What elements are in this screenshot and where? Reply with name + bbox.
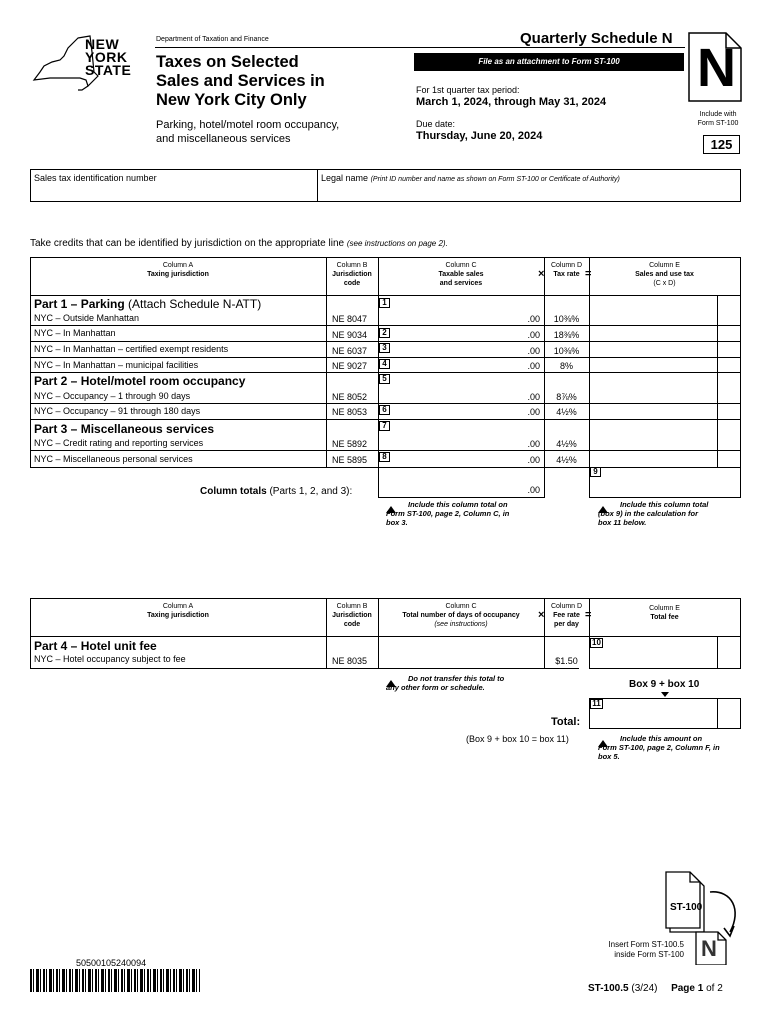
t1-col-c-title2: and services [439, 280, 483, 287]
row-amount[interactable]: .00 [527, 361, 540, 371]
t2-times-sign: × [538, 609, 545, 621]
row-code: NE 8053 [332, 407, 368, 417]
part3-heading: Part 3 – Miscellaneous services [34, 422, 215, 436]
file-attachment-banner [414, 53, 684, 71]
instructions-note: (see instructions on page 2). [346, 239, 448, 248]
t1-col-b-title: Jurisdiction [332, 271, 372, 278]
box11-number: 11 [590, 699, 603, 709]
row-name: NYC – In Manhattan [34, 328, 116, 338]
row-code: NE 9027 [332, 361, 368, 371]
legal-name-input[interactable] [321, 185, 736, 199]
insert-note-1: Insert Form ST-100.5 [608, 940, 684, 949]
part4-heading: Part 4 – Hotel unit fee [34, 639, 157, 653]
t1-col-a-title: Taxing jurisdiction [147, 271, 209, 278]
row-name: NYC – Miscellaneous personal services [34, 454, 193, 464]
row-box-number: 3 [379, 343, 390, 353]
t2-note-c-1: Do not transfer this total to [408, 674, 505, 683]
t1-col-b-title2: code [343, 280, 361, 287]
t2-col-b-title: Jurisdiction [332, 612, 372, 619]
state-line2: YORK [85, 49, 128, 65]
row-code: NE 5892 [332, 439, 368, 449]
schedule-n-badge [688, 32, 742, 102]
state-line1: NEW [85, 36, 120, 52]
row-name: NYC – In Manhattan – certified exempt residents [34, 344, 229, 354]
row-rate: 4½% [556, 439, 577, 449]
row-tax-input[interactable] [592, 436, 714, 449]
part2-heading: Part 2 – Hotel/motel room occupancy [34, 374, 246, 388]
note-c-3: box 3. [386, 518, 408, 527]
row-amount[interactable]: .00 [527, 407, 540, 417]
total-fee-input[interactable] [592, 652, 714, 666]
row-name: NYC – Outside Manhattan [34, 313, 140, 323]
legal-name-note: (Print ID number and name as shown on Form ST-100 or Certificate of Authority) [370, 176, 620, 183]
t2-col-c-label: Column C [445, 603, 477, 610]
t1-equals-sign: = [585, 268, 592, 280]
t2-col-b-title2: code [343, 621, 361, 628]
t2-equals-sign: = [585, 609, 592, 621]
days-occupancy-input[interactable] [382, 652, 540, 666]
t2-col-b-label: Column B [336, 603, 368, 610]
part1-note: (Attach Schedule N-ATT) [124, 297, 262, 311]
include-with-1: Include with [699, 111, 737, 118]
row-code: NE 8047 [332, 314, 368, 324]
row-tax-input[interactable] [592, 343, 714, 356]
total-e-box[interactable] [589, 467, 741, 498]
sales-tax-id-label: Sales tax identification number [34, 173, 157, 183]
period-value: March 1, 2024, through May 31, 2024 [416, 96, 607, 108]
row-code: NE 8052 [332, 392, 368, 402]
box9-number: 9 [590, 467, 601, 477]
n-icon-letter: N [701, 936, 717, 961]
row-box-number: 2 [379, 328, 390, 338]
row-code: NE 9034 [332, 330, 368, 340]
row-rate: 10⅜% [553, 314, 580, 324]
schedule-letter: N [697, 38, 736, 98]
form-title-2: Sales and Services in [156, 72, 325, 90]
schedule-title: Quarterly Schedule N [520, 30, 673, 47]
state-line3: STATE [85, 62, 132, 78]
row-rate: 4½% [556, 455, 577, 465]
row-box-number: 5 [379, 374, 390, 384]
form-code-box [703, 135, 740, 154]
due-date-value: Thursday, June 20, 2024 [416, 130, 543, 142]
row-amount[interactable]: .00 [527, 439, 540, 449]
row-amount[interactable]: .00 [527, 330, 540, 340]
page-label: Page 1 [671, 983, 704, 994]
totals-amount: .00 [527, 485, 540, 495]
st100-icon-label: ST-100 [670, 902, 703, 913]
page-total: of 2 [703, 983, 723, 994]
due-date-label: Due date: [416, 119, 456, 129]
t2-col-e-title: Total fee [650, 614, 679, 621]
subtitle-1: Parking, hotel/motel room occupancy, [156, 119, 340, 131]
t1-col-b-label: Column B [336, 262, 368, 269]
t2-col-a-label: Column A [162, 603, 194, 610]
row-box-number: 6 [379, 405, 390, 415]
subtitle-2: and miscellaneous services [156, 133, 291, 145]
form-revision: (3/24) [628, 983, 658, 994]
t2-col-c-title: Total number of days of occupancy [402, 612, 520, 619]
sales-tax-id-input[interactable] [34, 185, 312, 199]
instructions-text: Take credits that can be identified by jurisdiction on the appropriate line [30, 238, 345, 249]
t2-col-c-note: (see instructions) [434, 621, 488, 628]
t1-col-c-label: Column C [445, 262, 477, 269]
row-tax-input[interactable] [592, 405, 714, 418]
t2-note-e-1: Include this amount on [620, 734, 703, 743]
form-title-3: New York City Only [156, 91, 307, 109]
row-code: NE 5895 [332, 455, 368, 465]
t2-note-e-3: box 5. [598, 752, 620, 761]
total-box[interactable] [589, 698, 741, 729]
t1-col-e-label: Column E [649, 262, 680, 269]
total-formula: (Box 9 + box 10 = box 11) [466, 734, 569, 744]
barcode-number: 50500105240094 [76, 958, 147, 968]
legal-name-label: Legal name [321, 173, 369, 183]
row-box-number: 4 [379, 359, 390, 369]
row-tax-input[interactable] [592, 327, 714, 340]
nys-logo [30, 34, 140, 96]
row-tax-input[interactable] [592, 452, 714, 465]
t1-col-e-title: Sales and use tax [635, 271, 694, 278]
row-rate: 8% [559, 361, 573, 371]
row-code: NE 8035 [332, 656, 368, 666]
t2-note-e-2: Form ST-100, page 2, Column F, in [598, 743, 720, 752]
t1-times-sign: × [538, 268, 545, 280]
row-rate: $1.50 [555, 656, 578, 666]
row-rate: 4½% [556, 407, 577, 417]
t2-col-d-title: Fee rate [553, 612, 580, 619]
row-name: NYC – Occupancy – 1 through 90 days [34, 391, 191, 401]
totals-note: (Parts 1, 2, and 3): [266, 486, 353, 497]
note-c-2: Form ST-100, page 2, Column C, in [386, 509, 510, 518]
t1-col-a-label: Column A [162, 262, 194, 269]
include-with-2: Form ST-100 [697, 120, 739, 127]
department-label: Department of Taxation and Finance [156, 36, 269, 43]
row-name: NYC – Credit rating and reporting services [34, 438, 204, 448]
t2-note-c-2: any other form or schedule. [386, 683, 485, 692]
form-code: 125 [710, 137, 733, 152]
row-amount[interactable]: .00 [527, 314, 540, 324]
row-box-number: 7 [379, 421, 390, 431]
totals-label: Column totals [200, 486, 267, 497]
t1-col-d-label: Column D [550, 262, 583, 269]
t2-col-a-title: Taxing jurisdiction [147, 612, 209, 619]
form-title-1: Taxes on Selected [156, 53, 299, 71]
row-tax-input[interactable] [592, 311, 714, 324]
row-amount[interactable]: .00 [527, 392, 540, 402]
t2-col-d-label: Column D [550, 603, 583, 610]
box-sum-label: Box 9 + box 10 [629, 679, 700, 690]
row-box-number: 8 [379, 452, 390, 462]
insert-note-2: inside Form ST-100 [614, 950, 684, 959]
t1-col-d-title: Tax rate [553, 271, 580, 278]
row-box-number: 1 [379, 298, 390, 308]
note-e-2: (box 9) in the calculation for [598, 509, 699, 518]
total-label: Total: [551, 716, 581, 728]
part1-heading: Part 1 – Parking [34, 297, 125, 311]
t2-col-e-label: Column E [649, 605, 680, 612]
row-rate: 8⅞% [556, 392, 577, 402]
form-id: ST-100.5 [588, 983, 629, 994]
note-e-3: box 11 below. [598, 518, 647, 527]
row-name: NYC – In Manhattan – municipal facilities [34, 360, 199, 370]
note-e-1: Include this column total [620, 500, 709, 509]
row-code: NE 6037 [332, 346, 368, 356]
row-amount[interactable]: .00 [527, 455, 540, 465]
row-tax-input[interactable] [592, 389, 714, 402]
period-label: For 1st quarter tax period: [416, 85, 520, 95]
barcode [30, 969, 200, 992]
row-rate: 10⅜% [553, 346, 580, 356]
row-tax-input[interactable] [592, 358, 714, 371]
row-name: NYC – Hotel occupancy subject to fee [34, 654, 186, 664]
row-name: NYC – Occupancy – 91 through 180 days [34, 406, 201, 416]
box10-number: 10 [590, 638, 603, 648]
note-c-1: Include this column total on [408, 500, 508, 509]
t1-col-e-formula: (C x D) [653, 280, 676, 287]
t2-col-d-title2: per day [554, 621, 579, 628]
file-banner-text: File as an attachment to Form ST-100 [478, 57, 620, 66]
row-rate: 18⅜% [553, 330, 580, 340]
t1-col-c-title: Taxable sales [438, 271, 484, 278]
down-arrow-icon [661, 692, 669, 697]
row-amount[interactable]: .00 [527, 346, 540, 356]
